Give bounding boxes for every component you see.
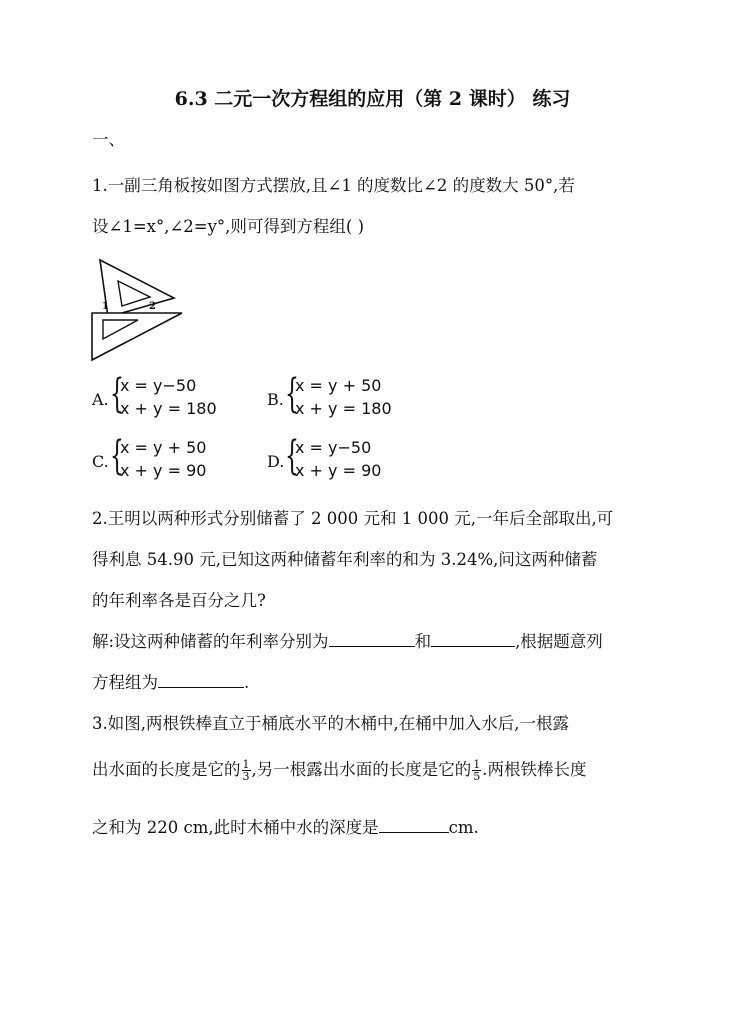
- fraction-one-fifth: $\frac{1}{5}$: [473, 758, 481, 783]
- angle-label-1: 1: [102, 301, 109, 312]
- section-heading: 一、: [92, 130, 125, 149]
- q1-text-line2: 设∠1=x°,∠2=y°,则可得到方程组( ): [92, 217, 365, 236]
- triangle-rulers-figure: [88, 255, 188, 365]
- q2-text-line2: 得利息 54.90 元,已知这两种储蓄年利率的和为 3.24%,问这两种储蓄: [92, 550, 598, 569]
- brace-icon: {: [285, 433, 299, 479]
- q2-answer-line2: [92, 669, 249, 693]
- option-a-eq2: x + y = 180: [120, 399, 217, 418]
- answer-blank-depth[interactable]: [379, 816, 449, 833]
- page-title: 6.3 二元一次方程组的应用（第 2 课时） 练习: [174, 88, 571, 110]
- option-b-eq2: x + y = 180: [295, 399, 392, 418]
- q3-line3-unit: cm.: [448, 818, 479, 837]
- brace-icon: {: [110, 371, 124, 417]
- q2-answer-prefix: 解:设这两种储蓄的年利率分别为: [92, 632, 329, 651]
- q3-line3-prefix: 之和为 220 cm,此时木桶中水的深度是: [92, 818, 379, 837]
- brace-icon: {: [110, 433, 124, 479]
- q2-answer-line1: [92, 628, 603, 652]
- option-d-label: D.: [267, 452, 285, 471]
- q3-line2-part2: ,另一根露出水面的长度是它的: [251, 760, 472, 779]
- q3-text-line2: [92, 756, 587, 782]
- q1-text-line1: 1.一副三角板按如图方式摆放,且∠1 的度数比∠2 的度数大 50°,若: [92, 176, 575, 195]
- option-c-eq2: x + y = 90: [120, 461, 207, 480]
- q3-text-line1: 3.如图,两根铁棒直立于桶底水平的木桶中,在桶中加入水后,一根露: [92, 714, 569, 733]
- fraction-one-third: $\frac{1}{3}$: [242, 758, 250, 783]
- option-c-eq1: x = y + 50: [120, 438, 207, 457]
- answer-blank-rate2[interactable]: [431, 630, 515, 647]
- q3-text-line3: [92, 814, 479, 838]
- brace-icon: {: [285, 371, 299, 417]
- option-d-eq1: x = y−50: [295, 438, 372, 457]
- option-a-eq1: x = y−50: [120, 376, 197, 395]
- q2-system-suffix: .: [244, 673, 250, 692]
- option-b-eq1: x = y + 50: [295, 376, 382, 395]
- q3-line2-part3: .两根铁棒长度: [482, 760, 587, 779]
- q2-answer-and: 和: [414, 632, 432, 651]
- option-c-label: C.: [92, 452, 109, 471]
- q2-answer-suffix: ,根据题意列: [515, 632, 603, 651]
- q2-system-prefix: 方程组为: [92, 673, 158, 692]
- answer-blank-rate1[interactable]: [329, 630, 415, 647]
- q2-text-line1: 2.王明以两种形式分别储蓄了 2 000 元和 1 000 元,一年后全部取出,可: [92, 509, 614, 528]
- answer-blank-system[interactable]: [158, 671, 244, 688]
- q2-text-line3: 的年利率各是百分之几?: [92, 591, 266, 610]
- option-a-label: A.: [92, 390, 109, 409]
- option-b-label: B.: [267, 390, 284, 409]
- q3-line2-part1: 出水面的长度是它的: [92, 760, 241, 779]
- option-d-eq2: x + y = 90: [295, 461, 382, 480]
- angle-label-2: 2: [149, 301, 156, 312]
